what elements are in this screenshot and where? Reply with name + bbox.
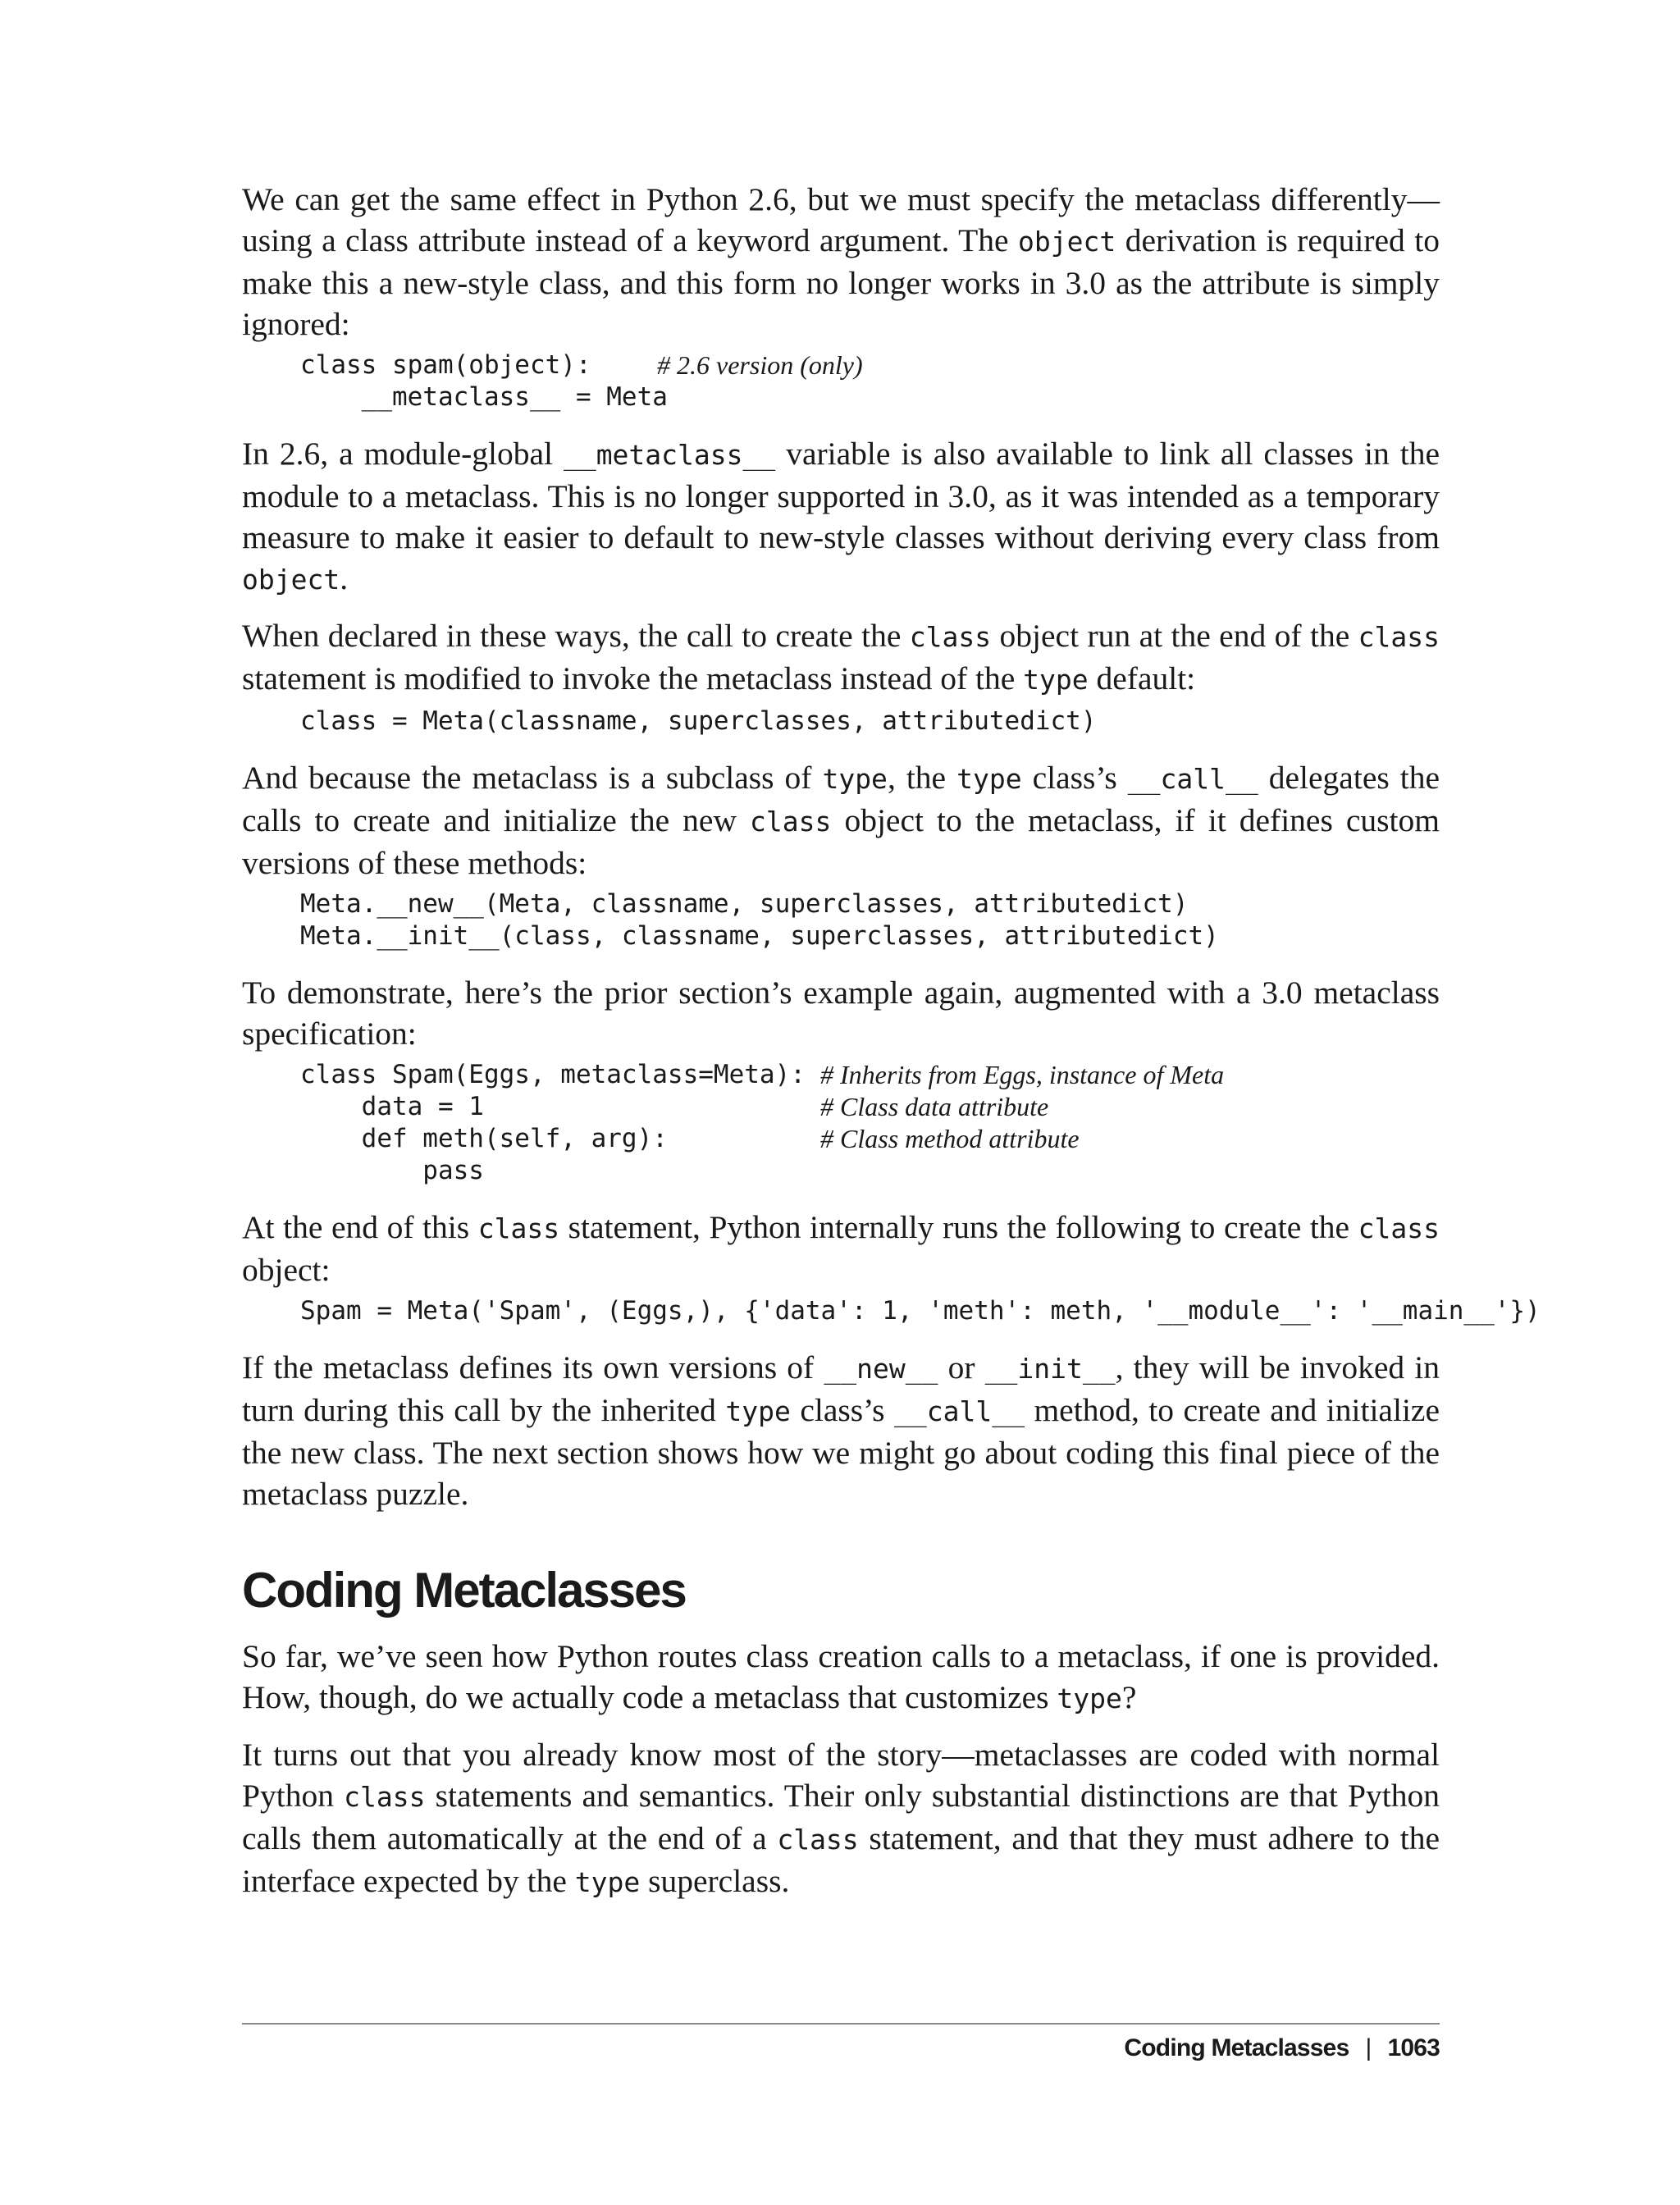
text-run: We can get the same effect in Python 2.6, but we must specify the metaclass differently—using a class attribute instead of a keyword argument. The [242, 181, 1440, 258]
inline-code: object [242, 564, 340, 596]
inline-code: class [1358, 1212, 1440, 1244]
code-line [300, 705, 1440, 737]
inline-code: type [822, 763, 888, 795]
inline-code: type [956, 763, 1022, 795]
code-comment: # Class data attribute [820, 1092, 1049, 1121]
text-run: object to the metaclass, if it defines custom versions of these methods: [242, 802, 1440, 881]
inline-code: class [909, 621, 992, 653]
text-run: statement, and that they must adhere to the interface expected by the [242, 1820, 1440, 1899]
text-run: class’s [790, 1392, 895, 1428]
paragraph-2-6-metaclass [242, 179, 1440, 345]
inline-code: type [1023, 664, 1089, 696]
inline-code: class [777, 1824, 859, 1856]
text-run: When declared in these ways, the call to create the [242, 618, 910, 654]
paragraph-module-global [242, 433, 1440, 600]
text-run: , they will be invoked in turn during this call by the inherited [242, 1349, 1440, 1428]
text-run: In 2.6, a module-global [242, 436, 564, 472]
text-run: . [340, 560, 349, 596]
text-run: default: [1088, 660, 1196, 696]
inline-code: type [725, 1395, 791, 1427]
text-run: class’s [1021, 760, 1128, 796]
inline-code: __metaclass__ [563, 439, 776, 471]
text-run: If the metaclass defines its own versions of [242, 1349, 824, 1386]
code-line [300, 1059, 1440, 1091]
code-text: pass [300, 1156, 484, 1185]
code-comment: # Inherits from Eggs, instance of Meta [820, 1060, 1225, 1089]
text-run: object run at the end of the [991, 618, 1358, 654]
page-content [242, 179, 1541, 1918]
code-block-spam-class [300, 1059, 1440, 1187]
paragraph-so-far [242, 1636, 1440, 1719]
page-footer [1124, 2034, 1440, 2062]
code-block-spam-meta [300, 1295, 1541, 1327]
section-heading: Coding Metaclasses [242, 1563, 686, 1618]
inline-code: __new__ [824, 1353, 938, 1385]
footer-rule [242, 2023, 1440, 2025]
code-text: class = Meta(classname, superclasses, attributedict) [300, 706, 1097, 736]
code-block-meta-call [300, 705, 1440, 737]
text-run: ? [1121, 1679, 1137, 1715]
text-run: statement is modified to invoke the metaclass instead of the [242, 660, 1024, 696]
text-run: It turns out that you already know most of the story—metaclasses are coded with normal Python [242, 1737, 1440, 1814]
text-run: So far, we’ve seen how Python routes class creation calls to a metaclass, if one is provided. How, though, do we actually code a metaclass that customizes [242, 1638, 1440, 1715]
code-text: data = 1 [300, 1092, 484, 1121]
text-run: And because the metaclass is a subclass of [242, 760, 823, 796]
text-run: derivation is required to make this a new-style class, and this form no longer works in 3.0 as the attribute is simply ignored: [242, 222, 1440, 342]
inline-code: class [750, 806, 832, 838]
inline-code: class [1358, 621, 1440, 653]
code-line [300, 920, 1440, 952]
paragraph-end-of-class [242, 1207, 1440, 1290]
inline-code: __init__ [984, 1353, 1116, 1385]
text-run: object: [242, 1252, 331, 1288]
text-run: statements and semantics. Their only substantial distinctions are that Python calls them automatically at the end of a [242, 1778, 1440, 1856]
code-block-new-init [300, 888, 1440, 952]
code-line [300, 1091, 1440, 1123]
code-text: class spam(object): [300, 350, 591, 380]
footer-section-title: Coding Metaclasses [1124, 2034, 1349, 2061]
text-run: or [938, 1349, 985, 1386]
text-run: statement, Python internally runs the following to create the [559, 1209, 1358, 1245]
code-block-2-6-version [300, 349, 1440, 413]
inline-code: __call__ [1127, 763, 1258, 795]
paragraph-subclass-of-type [242, 757, 1440, 883]
code-text: Spam = Meta('Spam', (Eggs,), {'data': 1, 'meth': meth, '__module__': '__main__'}) [300, 1296, 1541, 1326]
text-run: method, to create and initialize the new class. The next section shows how we might go about coding this final piece of the metaclass puzzle. [242, 1392, 1440, 1512]
page-number: 1063 [1387, 2034, 1440, 2061]
inline-code: type [1057, 1682, 1122, 1714]
text-run: superclass. [640, 1863, 790, 1899]
code-line [300, 349, 1440, 381]
text-run: , the [887, 760, 957, 796]
paragraph-turns-out [242, 1734, 1440, 1903]
code-line [300, 381, 1440, 413]
code-comment: # Class method attribute [820, 1124, 1080, 1153]
paragraph-declared-ways [242, 615, 1440, 701]
inline-code: type [574, 1866, 641, 1898]
code-comment: # 2.6 version (only) [657, 350, 863, 380]
text-run: variable is also available to link all classes in the module to a metaclass. This is no longer supported in 3.0, as it was intended as a temporary measure to make it easier to default to new-style classes without deriving every class from [242, 436, 1440, 555]
inline-code: class [477, 1212, 560, 1244]
paragraph-own-versions [242, 1347, 1440, 1514]
inline-code: object [1018, 226, 1116, 258]
text-run: At the end of this [242, 1209, 478, 1245]
code-line [300, 1155, 1440, 1187]
code-text: Meta.__init__(class, classname, superclasses, attributedict) [300, 921, 1219, 951]
code-text: Meta.__new__(Meta, classname, superclasses, attributedict) [300, 889, 1189, 919]
text-run: delegates the calls to create and initialize the new [242, 760, 1440, 838]
inline-code: __call__ [894, 1395, 1025, 1427]
text-run: To demonstrate, here’s the prior section’s example again, augmented with a 3.0 metaclass specification: [242, 975, 1440, 1052]
footer-separator: | [1365, 2034, 1372, 2061]
inline-code: class [344, 1781, 426, 1813]
code-line [300, 1295, 1541, 1327]
code-text: class Spam(Eggs, metaclass=Meta): [300, 1060, 806, 1089]
code-text: def meth(self, arg): [300, 1124, 668, 1153]
code-line [300, 1123, 1440, 1155]
code-text: __metaclass__ = Meta [300, 382, 668, 412]
code-line [300, 888, 1440, 920]
paragraph-demonstrate [242, 972, 1440, 1054]
